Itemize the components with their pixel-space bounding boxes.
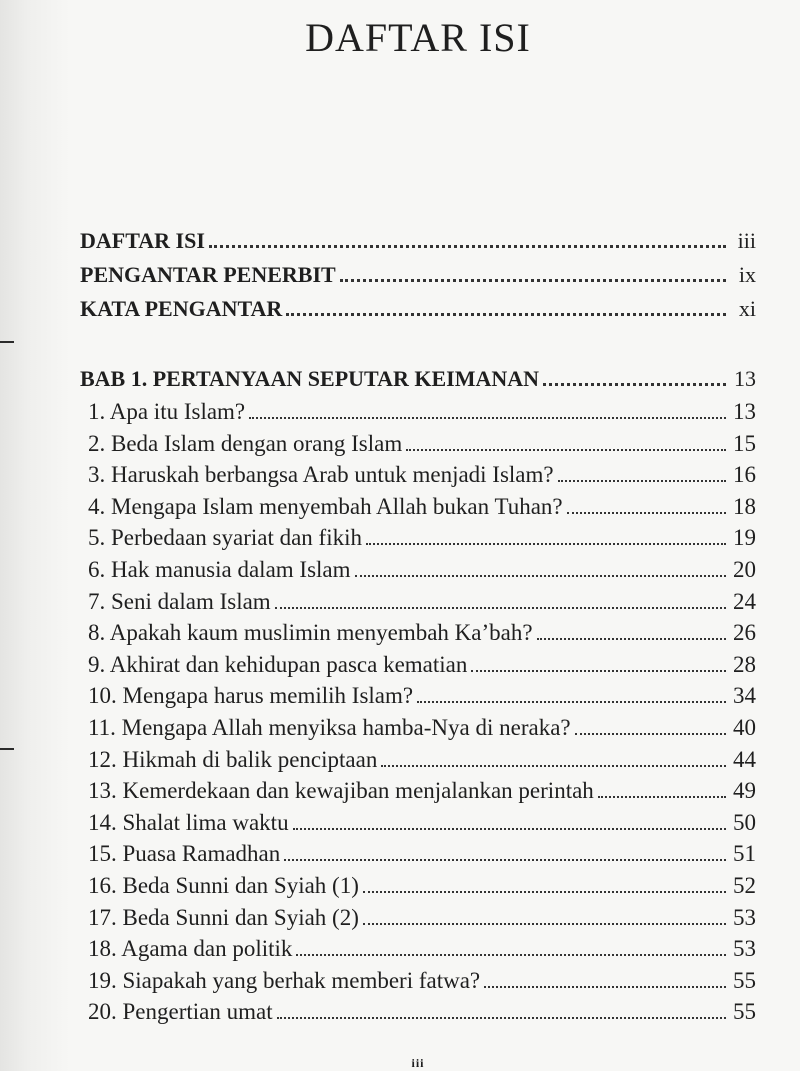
- toc-item-page: 28: [733, 651, 756, 677]
- toc-item-page: 18: [733, 493, 756, 519]
- toc-item-label: 13. Kemerdekaan dan kewajiban menjalankan perintah: [88, 778, 594, 804]
- toc-item[interactable]: [80, 399, 756, 431]
- toc-item[interactable]: [80, 557, 756, 589]
- dot-leader: [598, 796, 726, 798]
- dot-leader: [277, 1017, 726, 1019]
- toc-item[interactable]: [80, 652, 756, 684]
- toc-item-label: 9. Akhirat dan kehidupan pasca kematian: [88, 651, 468, 677]
- toc-item-page: 13: [733, 399, 756, 424]
- toc-item-label: 19. Siapakah yang berhak memberi fatwa?: [88, 967, 481, 993]
- toc-item[interactable]: [80, 999, 756, 1031]
- toc-item[interactable]: [80, 431, 756, 463]
- toc-entry-page: iii: [737, 228, 756, 253]
- toc-entry-label: KATA PENGANTAR: [80, 296, 283, 321]
- toc-entry-label: PENGANTAR PENERBIT: [80, 262, 336, 287]
- toc-chapter-label: BAB 1. PERTANYAAN SEPUTAR KEIMANAN: [80, 366, 540, 391]
- toc-item-label: 12. Hikmah di balik penciptaan: [88, 746, 378, 772]
- toc-item-page: 53: [733, 904, 756, 930]
- toc-item-page: 16: [733, 462, 756, 488]
- toc-item-label: 14. Shalat lima waktu: [88, 809, 289, 835]
- toc-item-page: 15: [733, 430, 756, 456]
- dot-leader: [567, 512, 726, 514]
- toc-item-page: 49: [733, 778, 756, 804]
- edge-mark: [0, 341, 14, 343]
- toc-item[interactable]: [80, 905, 756, 937]
- toc-item-label: 2. Beda Islam dengan orang Islam: [88, 430, 403, 456]
- page-title: DAFTAR ISI: [305, 15, 531, 60]
- dot-leader: [575, 733, 726, 735]
- toc-item[interactable]: [80, 873, 756, 905]
- toc-item-label: 4. Mengapa Islam menyembah Allah bukan Tuhan?: [88, 493, 563, 519]
- toc-item-page: 55: [733, 967, 756, 993]
- dot-leader: [471, 670, 726, 672]
- toc-item-page: 53: [733, 936, 756, 962]
- toc-item-label: 1. Apa itu Islam?: [88, 399, 246, 424]
- toc-item[interactable]: [80, 968, 756, 1000]
- toc-item-label: 18. Agama dan politik: [88, 936, 293, 962]
- dot-leader: [543, 383, 726, 386]
- dot-leader: [296, 954, 726, 956]
- dot-leader: [366, 543, 726, 545]
- dot-leader: [284, 859, 726, 861]
- toc-entry-daftar-isi[interactable]: [80, 228, 756, 262]
- toc-item[interactable]: [80, 936, 756, 968]
- table-of-contents: [80, 228, 756, 1031]
- toc-item-page: 52: [733, 872, 756, 898]
- toc-item-label: 15. Puasa Ramadhan: [88, 841, 281, 867]
- toc-item[interactable]: [80, 810, 756, 842]
- toc-item-page: 50: [733, 809, 756, 835]
- toc-page: [80, 0, 756, 1071]
- toc-item[interactable]: [80, 494, 756, 526]
- toc-item[interactable]: [80, 778, 756, 810]
- dot-leader: [209, 245, 726, 248]
- dot-leader: [558, 480, 726, 482]
- toc-item-label: 10. Mengapa harus memilih Islam?: [88, 683, 414, 709]
- page-gutter: [0, 0, 70, 1071]
- toc-item-page: 55: [733, 999, 756, 1025]
- section-gap: [80, 330, 756, 366]
- toc-entry-page: xi: [738, 296, 756, 321]
- dot-leader: [363, 923, 726, 925]
- toc-item[interactable]: [80, 747, 756, 779]
- toc-item-label: 6. Hak manusia dalam Islam: [88, 556, 351, 582]
- toc-item[interactable]: [80, 620, 756, 652]
- toc-item-page: 40: [733, 714, 756, 740]
- dot-leader: [417, 701, 726, 703]
- toc-item-label: 3. Haruskah berbangsa Arab untuk menjadi Islam?: [88, 462, 554, 488]
- dot-leader: [537, 638, 726, 640]
- dot-leader: [275, 607, 726, 609]
- dot-leader: [355, 575, 726, 577]
- dot-leader: [249, 417, 726, 419]
- toc-item[interactable]: [80, 525, 756, 557]
- toc-item[interactable]: [80, 462, 756, 494]
- toc-item[interactable]: [80, 683, 756, 715]
- dot-leader: [293, 828, 726, 830]
- dot-leader: [286, 313, 726, 316]
- toc-item[interactable]: [80, 589, 756, 621]
- toc-item-label: 11. Mengapa Allah menyiksa hamba-Nya di neraka?: [88, 714, 571, 740]
- dot-leader: [406, 449, 726, 451]
- toc-item-label: 17. Beda Sunni dan Syiah (2): [88, 904, 359, 930]
- toc-entry-page: ix: [738, 262, 756, 287]
- toc-chapter-page: 13: [734, 366, 756, 391]
- dot-leader: [363, 891, 726, 893]
- dot-leader: [381, 765, 726, 767]
- toc-entry-kata-pengantar[interactable]: [80, 296, 756, 330]
- toc-item-page: 26: [733, 620, 756, 646]
- toc-item-page: 44: [733, 746, 756, 772]
- toc-item-label: 5. Perbedaan syariat dan fikih: [88, 525, 362, 551]
- toc-chapter-bab-1[interactable]: [80, 366, 756, 399]
- toc-item-page: 20: [733, 556, 756, 582]
- toc-entry-label: DAFTAR ISI: [80, 228, 205, 253]
- toc-item-page: 24: [733, 588, 756, 614]
- page-number: iii: [411, 1056, 425, 1070]
- toc-item-label: 7. Seni dalam Islam: [88, 588, 271, 614]
- toc-entry-pengantar-penerbit[interactable]: [80, 262, 756, 296]
- toc-item-label: 16. Beda Sunni dan Syiah (1): [88, 872, 359, 898]
- toc-item-page: 19: [733, 525, 756, 551]
- toc-item-label: 8. Apakah kaum muslimin menyembah Ka’bah?: [88, 620, 533, 646]
- toc-item-label: 20. Pengertian umat: [88, 999, 273, 1025]
- dot-leader: [484, 986, 726, 988]
- toc-item[interactable]: [80, 841, 756, 873]
- toc-item[interactable]: [80, 715, 756, 747]
- dot-leader: [340, 279, 726, 282]
- toc-item-page: 51: [733, 841, 756, 867]
- toc-item-page: 34: [733, 683, 756, 709]
- edge-mark: [0, 748, 14, 750]
